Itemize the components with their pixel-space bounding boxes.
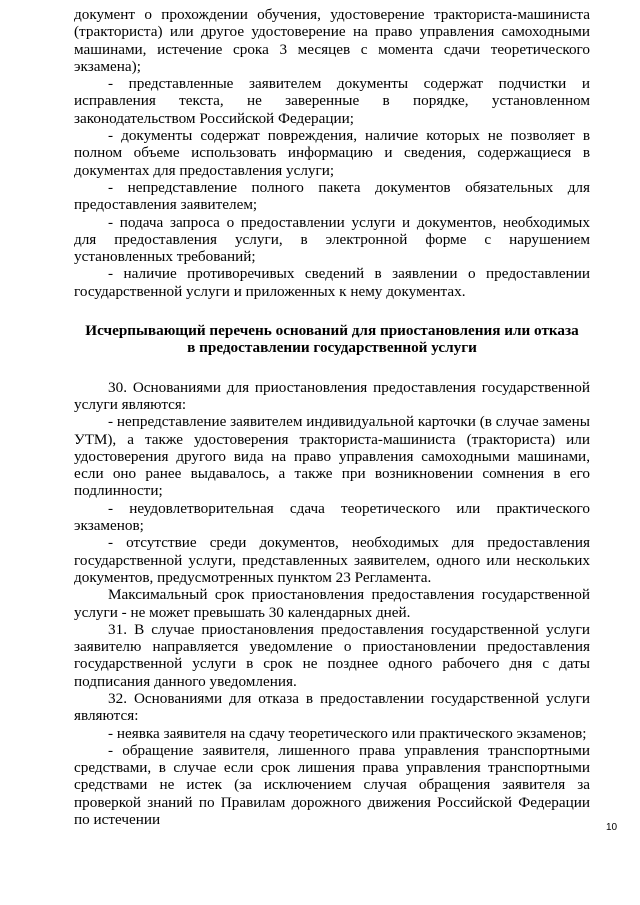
paragraph: документ о прохождении обучения, удостоверение тракториста-машиниста (тракториста) или другое удостоверение на право управления самоходными машинами, истечение срока 3 месяцев с момента сдачи теоретического экзамена); xyxy=(74,6,590,75)
list-item: - наличие противоречивых сведений в заявлении о предоставлении государственной услуги и приложенных к нему документах. xyxy=(74,265,590,300)
list-item: - непредставление заявителем индивидуальной карточки (в случае замены УТМ), а также удостоверения тракториста-машиниста (тракториста) или удостоверения другого вида на право управления самоходными машинами, если оно ранее выдавалось, а также при возникновении сомнения в его подлинности; xyxy=(74,413,590,500)
page-body xyxy=(74,6,590,828)
page-number: 10 xyxy=(606,822,618,833)
paragraph-31: 31. В случае приостановления предоставления государственной услуги заявителю направляется уведомление о приостановлении предоставления государственной услуги в срок не позднее одного рабочего дня с даты подписания данного уведомления. xyxy=(74,620,590,690)
paragraph-32: 32. Основаниями для отказа в предоставлении государственной услуги являются: xyxy=(74,689,590,725)
list-item: - неудовлетворительная сдача теоретического или практического экзаменов; xyxy=(74,499,590,535)
section-heading: Исчерпывающий перечень оснований для приостановления или отказа в предоставлении государственной услуги xyxy=(85,322,579,357)
list-item: - непредставление полного пакета документов обязательных для предоставления заявителем; xyxy=(74,178,590,214)
list-item: - отсутствие среди документов, необходимых для предоставления государственной услуги, представленных заявителем, одного или нескольких документов, предусмотренных пунктом 23 Регламента. xyxy=(74,534,590,586)
list-item: - подача запроса о предоставлении услуги и документов, необходимых для предоставления услуги, в электронной форме с нарушением установленных требований; xyxy=(74,213,590,266)
list-item: - неявка заявителя на сдачу теоретического или практического экзаменов; xyxy=(108,724,587,742)
paragraph-30: 30. Основаниями для приостановления предоставления государственной услуги являются: xyxy=(74,378,590,413)
list-item: - представленные заявителем документы содержат подчистки и исправления текста, не заверенные в порядке, установленном законодательством Российской Федерации; xyxy=(74,75,590,127)
list-item: - обращение заявителя, лишенного права управления транспортными средствами, в случае если срок лишения права управления транспортными средствами не истек (за исключением случая обращения заявителя за проверкой знаний по Правилам дорожного движения Российской Федерации по истечении xyxy=(74,741,590,829)
list-item: - документы содержат повреждения, наличие которых не позволяет в полном объеме использовать информацию и сведения, содержащиеся в документах для предоставления услуги; xyxy=(74,127,590,179)
paragraph: Максимальный срок приостановления предоставления государственной услуги - не может превышать 30 календарных дней. xyxy=(74,586,590,621)
